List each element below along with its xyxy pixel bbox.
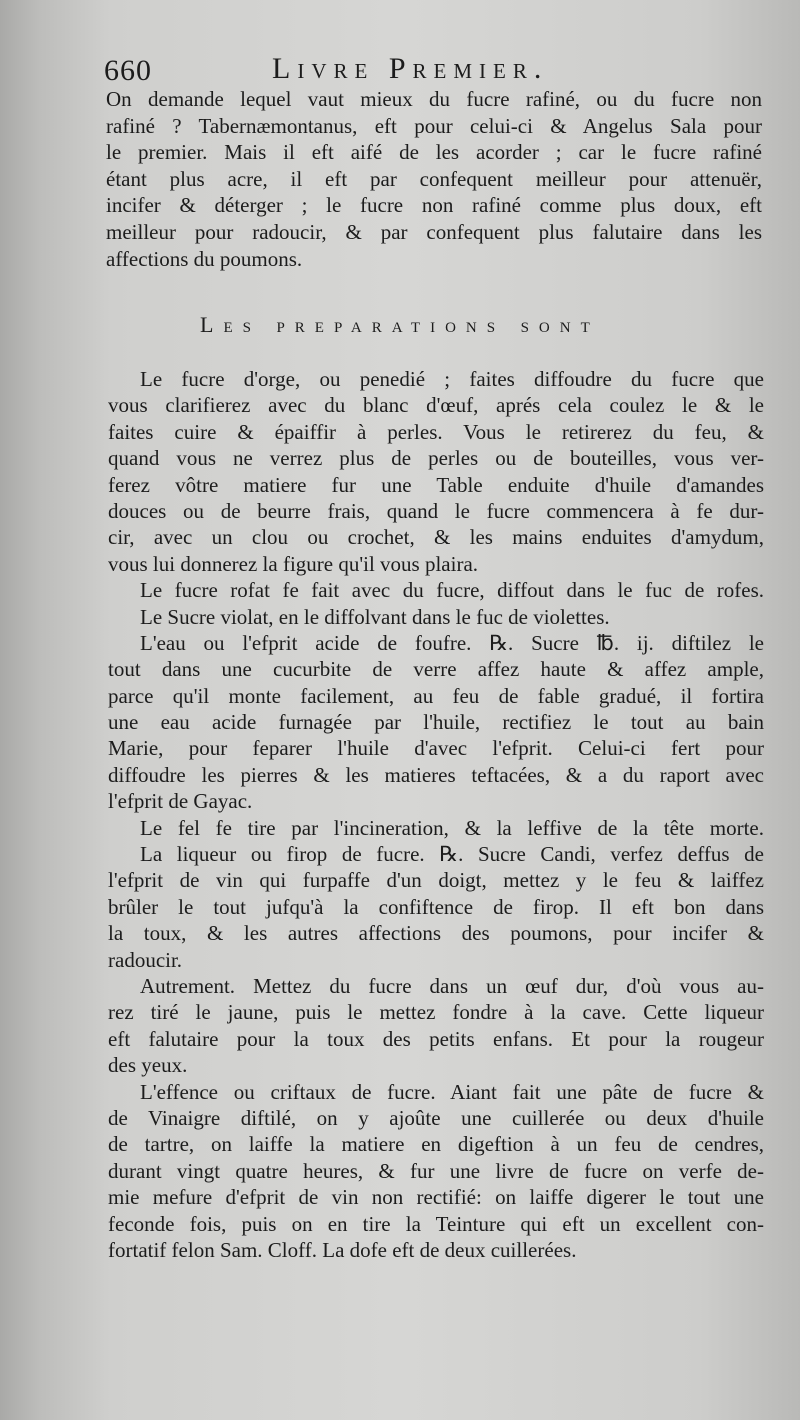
text-line: feconde fois, puis on en tire la Teinture qui eft un excellent con- bbox=[108, 1211, 764, 1236]
text-line: faites cuire & épaiffir à perles. Vous le retirerez du feu, & bbox=[108, 419, 764, 444]
text-line: eft falutaire pour la toux des petits enfans. Et pour la rougeur bbox=[108, 1026, 764, 1051]
text-line: tout dans une cucurbite de verre affez haute & affez ample, bbox=[108, 657, 764, 682]
text-line: La liqueur ou firop de fucre. ℞. Sucre Candi, verfez deffus de bbox=[140, 842, 764, 867]
text-line: radoucir. bbox=[108, 947, 183, 972]
text-line: étant plus acre, il eft par confequent meilleur pour attenuër, bbox=[106, 166, 762, 191]
text-line: diffoudre les pierres & les matieres teftacées, & a du raport avec bbox=[108, 762, 764, 787]
text-line: meilleur pour radoucir, & par confequent plus falutaire dans les bbox=[106, 219, 762, 244]
text-line: Le fucre rofat fe fait avec du fucre, diffout dans le fuc de rofes. bbox=[140, 578, 764, 603]
text-line: ferez vôtre matiere fur une Table enduite d'huile d'amandes bbox=[108, 472, 764, 497]
text-line: cir, avec un clou ou crochet, & les mains enduites d'amydum, bbox=[108, 525, 764, 550]
text-line: Le Sucre violat, en le diffolvant dans le fuc de violettes. bbox=[140, 604, 610, 629]
preparations-text bbox=[108, 366, 764, 1263]
text-line: incifer & déterger ; le fucre non rafiné comme plus doux, eft bbox=[106, 193, 762, 218]
text-line: rez tiré le jaune, puis le mettez fondre à la cave. Cette liqueur bbox=[108, 1000, 764, 1025]
text-line: Le fel fe tire par l'incineration, & la leffive de la tête morte. bbox=[140, 815, 764, 840]
text-line: parce qu'il monte facilement, au feu de fable gradué, il fortira bbox=[108, 683, 764, 708]
text-line: rafiné ? Tabernæmontanus, eft pour celui-ci & Angelus Sala pour bbox=[106, 113, 762, 138]
text-line: Le fucre d'orge, ou penedié ; faites diffoudre du fucre que bbox=[140, 367, 764, 391]
text-line: On demande lequel vaut mieux du fucre rafiné, ou du fucre non bbox=[106, 87, 762, 111]
text-line: une eau acide furnagée par l'huile, rectifiez le tout au bain bbox=[108, 710, 764, 735]
page-number: 660 bbox=[104, 54, 152, 87]
text-line: de Vinaigre diftilé, on y ajoûte une cuillerée ou deux d'huile bbox=[108, 1105, 764, 1130]
text-line: durant vingt quatre heures, & fur une livre de fucre on verfe de- bbox=[108, 1158, 764, 1183]
text-line: L'effence ou criftaux de fucre. Aiant fait une pâte de fucre & bbox=[140, 1079, 764, 1104]
text-line: la toux, & les autres affections des poumons, pour incifer & bbox=[108, 921, 764, 946]
text-line: Autrement. Mettez du fucre dans un œuf dur, d'où vous au- bbox=[140, 973, 764, 998]
text-line: affections du poumons. bbox=[106, 246, 303, 271]
section-heading: Les preparations sont bbox=[200, 312, 600, 337]
text-line: brûler le tout jufqu'à la confiftence de firop. Il eft bon dans bbox=[108, 894, 764, 919]
text-line: l'efprit de vin qui furpaffe d'un doigt, mettez y le feu & laiffez bbox=[108, 868, 764, 893]
text-line: vous lui donnerez la figure qu'il vous plaira. bbox=[108, 551, 479, 576]
intro-paragraph bbox=[106, 86, 762, 272]
text-line: des yeux. bbox=[108, 1053, 188, 1078]
text-line: le premier. Mais il eft aifé de les acorder ; car le fucre rafiné bbox=[106, 140, 762, 165]
running-title: Livre Premier. bbox=[272, 52, 549, 85]
text-line: quand vous ne verrez plus de perles ou de bouteilles, vous ver- bbox=[108, 446, 764, 471]
text-line: l'efprit de Gayac. bbox=[108, 789, 253, 814]
text-line: de tartre, on laiffe la matiere en digeftion à un feu de cendres, bbox=[108, 1132, 764, 1157]
text-line: fortatif felon Sam. Cloff. La dofe eft de deux cuillerées. bbox=[108, 1237, 577, 1262]
text-line: Marie, pour feparer l'huile d'avec l'efprit. Celui-ci fert pour bbox=[108, 736, 764, 761]
text-line: vous clarifierez avec du blanc d'œuf, aprés cela coulez le & le bbox=[108, 393, 764, 418]
text-line: douces ou de beurre frais, quand le fucre commencera à fe dur- bbox=[108, 498, 764, 523]
text-line: mie mefure d'efprit de vin non rectifié: on laiffe digerer le tout une bbox=[108, 1185, 764, 1210]
text-line: L'eau ou l'efprit acide de foufre. ℞. Sucre ℔. ij. diftilez le bbox=[140, 630, 764, 655]
